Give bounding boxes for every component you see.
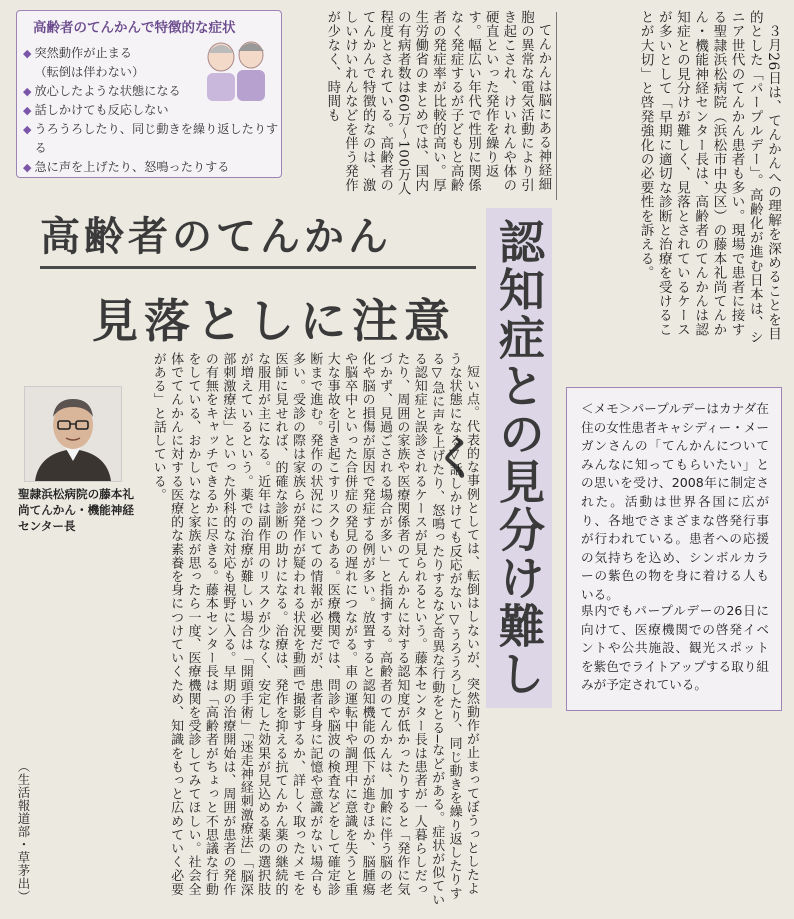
body-bottom-paragraph: 短い点。代表的な事例としては、転倒はしないが、突然動作が止まってぼうっとしたような状態になる▽話しかけても反応がない▽うろうろしたり、同じ動きを繰り返したりする▽急に声を上げたり、怒鳴ったりするなど奇異な行動をとる─などがある。症状が似ている認知症と誤診されるケースが見られるという。藤本センター長は患者が一人暮らしだったり、周囲の家族や医療関係者のてんかんに対する認知度が低かったりすると「発作に気づかず、見過ごされる場合が多い」と指摘する。高齢者のてんかんは、加齢に伴う脳の老化や脳の損傷が原因で発症する例が多い。放置すると認知機能の低下が進むほか、脳腫瘍や脳卒中といった合併症の発見の遅れにつながる。車の運転中や調理中に意識を失うと重大な事故を引き起こすリスクもある。医療機関では、問診や脳波の検査などをして確定診断まで進む。発作の状況についての情報が必要だが、患者自身に記憶や意識がない場合も多い。受診の際は家族らが発作が疑われる状況を動画で撮影するか、詳しく取ったメモを医師に見せれば、的確な診断の助けになる。治療は、発作を抑える抗てんかん薬の継続的な服用が主になる。近年は副作用のリスクが少なく、安定した効果が見込める薬の選択肢が増えているという。薬での治療が難しい場合は「開頭手術」「迷走神経刺激療法」「脳深部刺激療法」といった外科的な対応も視野に入る。早期の治療開始は、周囲が患者の発作の有無をキャッチできるかに尽きる。藤本センター長は「高齢者がちょっと不思議な行動をしている、おかしいなと家族が思ったら一度、医療機関を受診してみてほしい。社会全体でてんかんに対する医療的な素養を身につけていくため、知識をもっと広めていく必要がある」と話している。 xyxy=(150,352,479,907)
memo-box xyxy=(566,387,782,711)
memo-paragraph-1: ＜メモ＞パープルデーはカナダ在住の女性患者キャシディー・メーガンさんの「てんかんについてみんなに知ってもらいたい」との思いを受け、2008年に制定された。活動は世界各国に広がり、各地でさまざまな啓発行事が行われている。患者への応援の気持ちを込め、シンボルカラーの紫色の物を身に着ける人もいる。 xyxy=(581,401,769,602)
symptom-item: ◆ 突然動作が止まる （転倒は伴わない） xyxy=(23,44,281,82)
diamond-icon: ◆ xyxy=(23,123,32,136)
column-divider xyxy=(556,12,557,200)
diamond-icon: ◆ xyxy=(23,161,32,174)
headline-line-1: 高齢者のてんかん xyxy=(40,214,392,260)
portrait-illustration xyxy=(25,387,121,481)
symptoms-box xyxy=(16,10,282,178)
diamond-icon: ◆ xyxy=(23,47,32,60)
symptom-item: ◆ 急に声を上げたり、怒鳴ったりする xyxy=(23,158,281,177)
doctor-photo xyxy=(24,386,122,482)
memo-paragraph-2: 県内でもパープルデーの26日に向けて、医療機関での啓発イベントや公共施設、観光スポットを紫色でライトアップする取り組みが予定されている。 xyxy=(581,603,769,693)
symptom-item: ◆ 放心したような状態になる xyxy=(23,82,281,101)
article-body-top xyxy=(292,10,552,198)
diamond-icon: ◆ xyxy=(23,104,32,117)
byline xyxy=(12,760,32,910)
lead-paragraph: ３月26日は、てんかんへの理解を深めることを目的とした「パープルデー」。高齢化が進む日本は、シニア世代のてんかん患者も多い。現場で患者に接する聖隷浜松病院（浜松市中央区）の藤本礼尚てんかん・機能神経センター長は、高齢者のてんかんは認知症との見分けが難しく、見落とされているケースが多いとして「早期に適切な診断と治療を受けることが大切」と啓発強化の必要性を訴える。 xyxy=(637,10,781,344)
article-body-bottom xyxy=(142,352,480,908)
symptom-item: ◆ 話しかけても反応しない xyxy=(23,101,281,120)
diamond-icon: ◆ xyxy=(23,85,32,98)
article-lead xyxy=(564,10,782,350)
photo-caption: 聖隷浜松病院の藤本礼尚てんかん・機能神経センター長 xyxy=(18,487,134,533)
body-top-paragraph: てんかんは脳にある神経細胞の異常な電気活動により引き起こされ、けいれんや体の硬直といった発作を繰り返す。幅広い年代で性別に関係なく発症するが子どもと高齢者の発症率が比較的高い。厚生労働省のまとめでは、国内の有病者数は60万〜100万人程度とされている。高齢者のてんかんで特徴的なのは、激しいけいれんなどを伴う発作が少なく、時間も xyxy=(324,10,551,196)
symptoms-list xyxy=(23,44,281,177)
subheadline: 認知症との見分け難しく xyxy=(486,208,552,708)
byline-text: （生活報道部・草茅出） xyxy=(16,760,31,903)
symptoms-title: 高齢者のてんかんで特徴的な症状 xyxy=(33,20,236,36)
headline-line-2: 見落としに注意 xyxy=(92,294,456,348)
headline-divider xyxy=(40,266,476,269)
symptom-item: ◆ うろうろしたり、同じ動きを繰り返したりする xyxy=(23,120,281,158)
